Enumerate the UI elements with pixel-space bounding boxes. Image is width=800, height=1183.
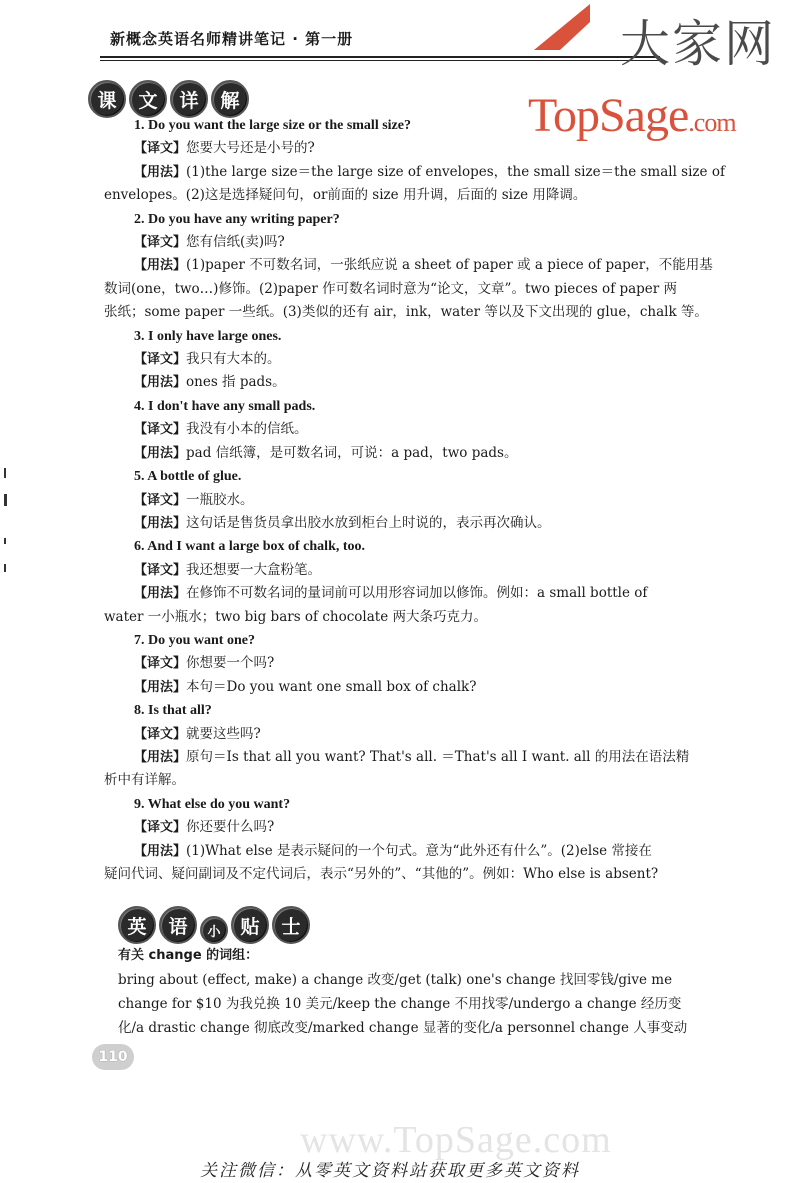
section-badge: 详 xyxy=(170,80,208,118)
running-header: 新概念英语名师精讲笔记 · 第一册 xyxy=(110,30,354,48)
tips-content xyxy=(118,944,728,1040)
tips-line: change for $10 为我兑换 10 美元/keep the change 不用找零/undergo a change 经历变 xyxy=(118,996,682,1012)
note-text: 就要这些吗? xyxy=(186,725,261,742)
question-heading: 8. Is that all? xyxy=(134,703,212,719)
note-continuation: 疑问代词、疑问副词及不定代词后，表示“另外的”、“其他的”。例如：Who else is absent? xyxy=(104,866,659,882)
header-rule-thin xyxy=(100,60,660,61)
note-tag: 【译文】 xyxy=(134,352,187,368)
note-tag: 【用法】 xyxy=(134,515,187,531)
logo-cn-text: 大家网 xyxy=(620,15,776,73)
section-badge: 解 xyxy=(211,80,249,118)
note-text: 你还要什么吗? xyxy=(186,819,275,836)
note-tag: 【译文】 xyxy=(134,656,187,672)
note-tag: 【译文】 xyxy=(134,141,187,157)
tips-badge: 英 xyxy=(118,906,156,944)
question-heading: 4. I don't have any small pads. xyxy=(134,398,316,414)
tips-badge: 士 xyxy=(272,906,310,944)
note-text: 我没有小本的信纸。 xyxy=(186,421,308,438)
note-text: (1)What else 是表示疑问的一个句式。意为“此外还有什么”。(2)else 常接在 xyxy=(186,842,652,859)
note-text: ones 指 pads。 xyxy=(186,374,286,391)
note-tag: 【用法】 xyxy=(134,679,187,695)
note-line xyxy=(104,512,724,535)
note-text: 原句＝Is that all you want? That's all. ＝That's all I want. all 的用法在语法精 xyxy=(186,748,690,765)
tips-badge: 语 xyxy=(159,906,197,944)
question-heading: 1. Do you want the large size or the small size? xyxy=(134,118,411,133)
section-badge: 课 xyxy=(88,80,126,118)
note-line xyxy=(104,746,724,769)
note-line xyxy=(104,840,724,863)
scan-margin-marks xyxy=(2,468,10,578)
note-text: 您要大号还是小号的? xyxy=(186,140,315,157)
question-heading: 7. Do you want one? xyxy=(134,632,255,648)
question-heading: 2. Do you have any writing paper? xyxy=(134,211,340,227)
note-tag: 【用法】 xyxy=(134,258,187,274)
lesson-notes xyxy=(104,114,724,886)
note-tag: 【译文】 xyxy=(134,235,187,251)
tips-line: bring about (effect, make) a change 改变/get (talk) one's change 找回零钱/give me xyxy=(118,972,673,988)
tips-line: 化/a drastic change 彻底改变/marked change 显著的变化/a personnel change 人事变动 xyxy=(118,1020,688,1036)
note-line xyxy=(104,442,724,465)
note-line xyxy=(104,559,724,582)
section-badge: 文 xyxy=(129,80,167,118)
note-text: (1)paper 不可数名词，一张纸应说 a sheet of paper 或 a piece of paper，不能用基 xyxy=(186,257,713,274)
note-tag: 【译文】 xyxy=(134,562,187,578)
note-tag: 【用法】 xyxy=(134,749,187,765)
note-continuation: 数词(one，two…)修饰。(2)paper 作可数名词时意为“论文，文章”。two pieces of paper 两 xyxy=(104,280,678,297)
tips-title-badges xyxy=(118,906,728,944)
question-heading: 6. And I want a large box of chalk, too. xyxy=(134,539,366,555)
note-continuation: 张纸；some paper 一些纸。(3)类似的还有 air，ink，water 等以及下文出现的 glue，chalk 等。 xyxy=(104,304,708,321)
note-text: 我只有大本的。 xyxy=(186,351,281,368)
footer-watermark: www.TopSage.com xyxy=(300,1119,612,1161)
topsage-logo-icon xyxy=(530,0,630,60)
note-text: 本句＝Do you want one small box of chalk? xyxy=(186,678,477,695)
section-title-badges xyxy=(88,80,249,118)
note-line xyxy=(104,676,724,699)
note-line xyxy=(104,816,724,839)
note-tag: 【用法】 xyxy=(134,375,187,391)
note-line xyxy=(104,137,724,160)
note-text: 在修饰不可数名词的量词前可以用形容词加以修饰。例如：a small bottle of xyxy=(186,585,648,602)
note-text: 您有信纸(卖)吗? xyxy=(186,234,285,251)
logo-en-main: TopSage xyxy=(528,89,689,142)
question-heading: 5. A bottle of glue. xyxy=(134,469,242,485)
note-line xyxy=(104,418,724,441)
note-text: 你想要一个吗? xyxy=(186,655,275,672)
note-text: 我还想要一大盒粉笔。 xyxy=(186,561,322,578)
note-tag: 【译文】 xyxy=(134,492,187,508)
note-line xyxy=(104,652,724,675)
note-tag: 【译文】 xyxy=(134,422,187,438)
note-line xyxy=(104,723,724,746)
note-continuation: 析中有详解。 xyxy=(104,772,185,789)
note-continuation: envelopes。(2)这是选择疑问句，or前面的 size 用升调，后面的 size 用降调。 xyxy=(104,187,587,204)
note-tag: 【译文】 xyxy=(134,726,187,742)
note-tag: 【用法】 xyxy=(134,843,187,859)
note-continuation: water 一小瓶水；two big bars of chocolate 两大条巧克力。 xyxy=(104,608,487,625)
note-line xyxy=(104,254,724,277)
note-tag: 【译文】 xyxy=(134,820,187,836)
note-tag: 【用法】 xyxy=(134,445,187,461)
note-tag: 【用法】 xyxy=(134,586,187,602)
note-text: 这句话是售货员拿出胶水放到柜台上时说的，表示再次确认。 xyxy=(186,514,551,531)
note-text: pad 信纸簿，是可数名词，可说：a pad，two pads。 xyxy=(186,444,518,461)
tips-badge: 贴 xyxy=(231,906,269,944)
footer-text: 关注微信：从零英文资料站获取更多英文资料 xyxy=(200,1161,580,1181)
note-line xyxy=(104,161,724,184)
note-text: 一瓶胶水。 xyxy=(186,491,254,508)
page-number: 110 xyxy=(92,1044,134,1070)
logo-en-suffix: .com xyxy=(688,108,736,137)
tips-badge: 小 xyxy=(200,916,228,944)
note-line xyxy=(104,582,724,605)
note-line xyxy=(104,371,724,394)
question-heading: 9. What else do you want? xyxy=(134,796,291,812)
tips-title: 有关 change 的词组： xyxy=(118,948,259,963)
question-heading: 3. I only have large ones. xyxy=(134,328,282,344)
note-line xyxy=(104,489,724,512)
note-line xyxy=(104,348,724,371)
note-line xyxy=(104,231,724,254)
note-text: (1)the large size＝the large size of envelopes，the small size＝the small size of xyxy=(186,163,725,180)
note-tag: 【用法】 xyxy=(134,164,187,180)
